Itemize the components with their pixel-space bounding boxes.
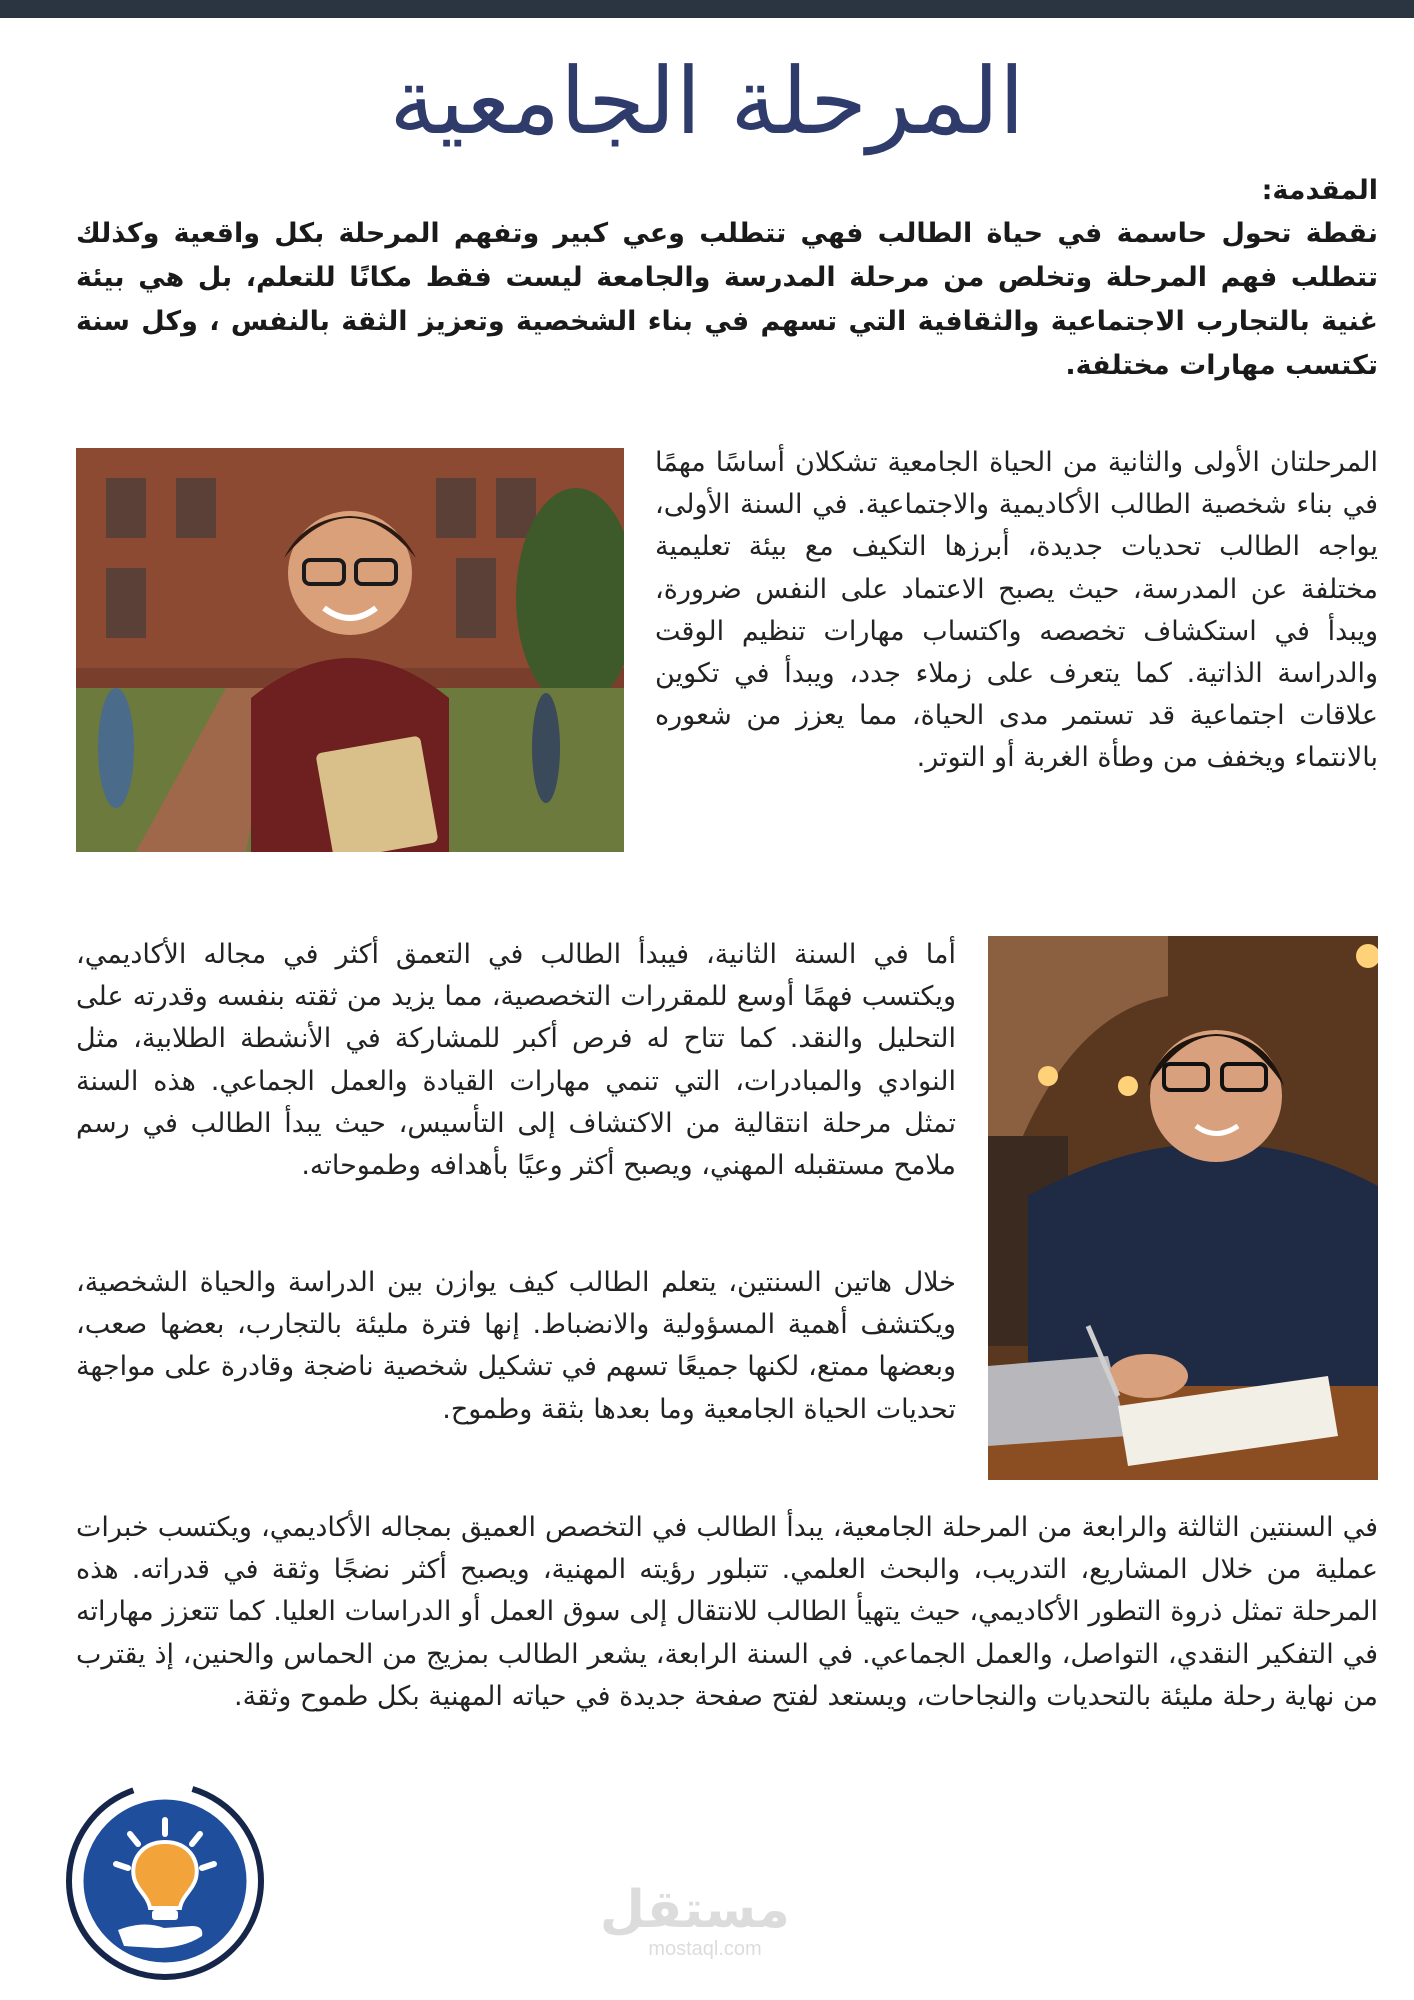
- intro-heading: المقدمة:: [1261, 175, 1378, 206]
- intro-section: [76, 172, 1378, 388]
- student-campus-photo: [76, 448, 624, 852]
- lightbulb-hand-icon: [64, 1780, 266, 1982]
- watermark-arabic: مستقل: [599, 1880, 790, 1940]
- student-campus-illustration: [76, 448, 624, 852]
- student-studying-photo: [988, 936, 1378, 1480]
- paragraph-second-year: أما في السنة الثانية، فيبدأ الطالب في التعمق أكثر في مجاله الأكاديمي، ويكتسب فهمًا أوسع للمقررات التخصصية، مما يزيد من ثقته بنفسه وقدرته على التحليل والنقد. كما تتاح له فرص أكبر للمشاركة في الأنشطة الطلابية، مثل النوادي والمبادرات، التي تنمي مهارات القيادة والعمل الجماعي. هذه السنة تمثل مرحلة انتقالية من الاكتشاف إلى التأسيس، حيث يبدأ الطالب في رسم ملامح مستقبله المهني، ويصبح أكثر وعيًا بأهدافه وطموحاته.: [76, 939, 956, 1182]
- watermark: [599, 1880, 790, 1960]
- top-bar: [0, 0, 1414, 18]
- paragraph-balance: خلال هاتين السنتين، يتعلم الطالب كيف يوازن بين الدراسة والحياة الشخصية، ويكتشف أهمية المسؤولية والانضباط. إنها فترة مليئة بالتجارب، بعضها صعب، وبعضها ممتع، لكنها جميعًا تسهم في تشكيل شخصية ناضجة وقادرة على مواجهة تحديات الحياة الجامعية وما بعدها بثقة وطموح.: [76, 1267, 956, 1425]
- student-studying-illustration: [988, 936, 1378, 1480]
- watermark-url: mostaql.com: [648, 1938, 762, 1960]
- paragraph-first-second-years: المرحلتان الأولى والثانية من الحياة الجامعية تشكلان أساسًا مهمًا في بناء شخصية الطالب الأكاديمية والاجتماعية. في السنة الأولى، يواجه الطالب تحديات جديدة، أبرزها التكيف مع بيئة تعليمية مختلفة عن المدرسة، حيث يصبح الاعتماد على النفس ضرورة، ويبدأ في استكشاف تخصصه واكتساب مهارات تنظيم الوقت والدراسة الذاتية. كما يتعرف على زملاء جدد، ويبدأ في تكوين علاقات اجتماعية قد تستمر مدى الحياة، مما يعزز من شعوره بالانتماء ويخفف من وطأة الغربة أو التوتر.: [655, 447, 1378, 774]
- intro-body: نقطة تحول حاسمة في حياة الطالب فهي تتطلب وعي كبير وتفهم المرحلة بكل واقعية وكذلك تتطلب فهم المرحلة وتخلص من مرحلة المدرسة والجامعة ليست فقط مكانًا للتعلم، بل هي بيئة غنية بالتجارب الاجتماعية والثقافية التي تسهم في بناء الشخصية وتعزيز الثقة بالنفس ، وكل سنة تكتسب مهارات مختلفة.: [76, 218, 1378, 381]
- page-title: المرحلة الجامعية: [389, 48, 1025, 155]
- paragraph-third-fourth-years: في السنتين الثالثة والرابعة من المرحلة الجامعية، يبدأ الطالب في التخصص العميق بمجاله الأكاديمي، ويكتسب خبرات عملية من خلال المشاريع، التدريب، والبحث العلمي. تتبلور رؤيته المهنية، ويصبح أكثر نضجًا وثقة في قدراته. هذه المرحلة تمثل ذروة التطور الأكاديمي، حيث يتهيأ الطالب للانتقال إلى سوق العمل أو الدراسات العليا. كما تتعزز مهاراته في التفكير النقدي، التواصل، والعمل الجماعي. في السنة الرابعة، يشعر الطالب بمزيج من الحماس والحنين، إذ يقترب من نهاية رحلة مليئة بالتحديات والنجاحات، ويستعد لفتح صفحة جديدة في حياته المهنية بكل طموح وثقة.: [76, 1512, 1378, 1712]
